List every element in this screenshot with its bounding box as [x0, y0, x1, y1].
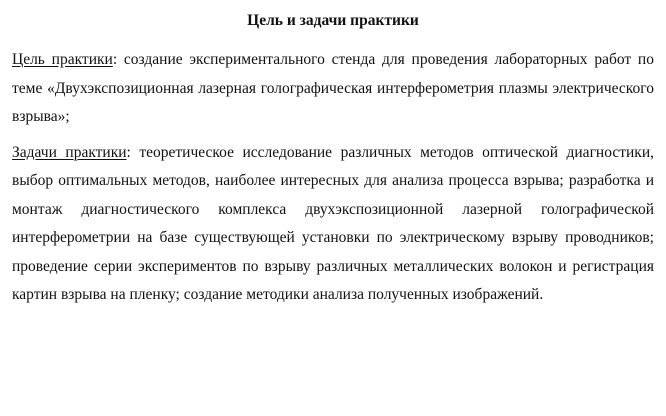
- goal-separator: :: [112, 51, 118, 68]
- tasks-label: Задачи практики: [12, 143, 127, 161]
- goal-label: Цель практики: [12, 51, 113, 68]
- tasks-separator: :: [126, 143, 131, 161]
- tasks-text: теоретическое исследование различных методов оптической диагностики, выбор оптимальных методов, наиболее интересных для анализа процесса взрыва; разработка и монтаж диагностического комплекса двухэкспозиционной лазерной голографической интерферометрии на базе существующей установки по электрическому взрыву проводников; проведение серии экспериментов по взрыву различных металлических волокон и регистрация картин взрыва на пленку; создание методики анализа полученных изображений.: [12, 143, 655, 303]
- document-title: Цель и задачи практики: [247, 12, 419, 29]
- tasks-paragraph: [12, 139, 654, 310]
- goal-text: создание экспериментального стенда для проведения лабораторных работ по теме «Двухэкспозиционная лазерная голографическая интерферометрия плазмы электрического взрыва»;: [12, 51, 654, 125]
- goal-paragraph: [12, 46, 654, 132]
